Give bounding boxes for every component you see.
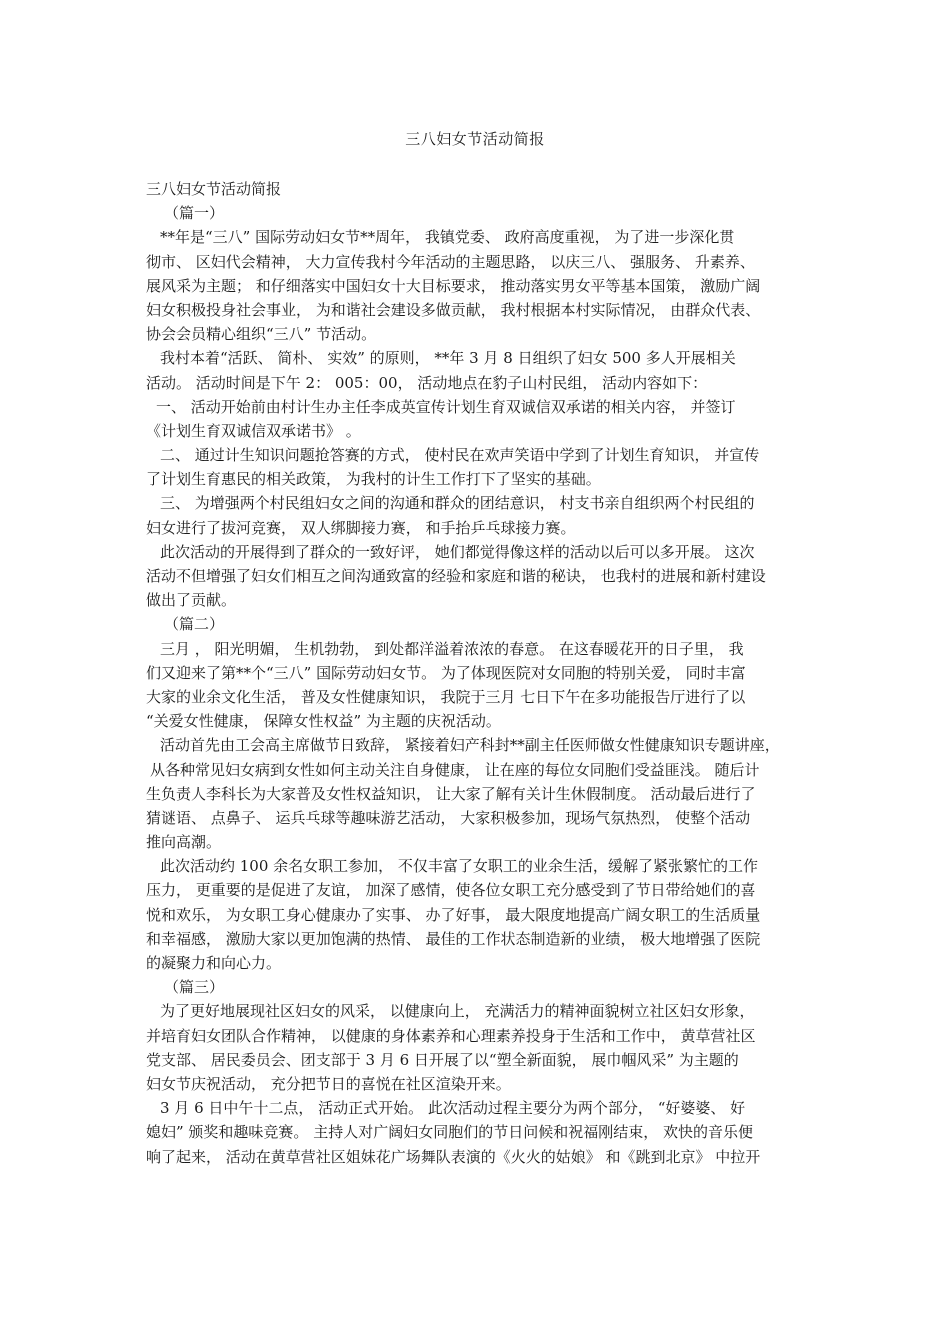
text-line: 活动不但增强了妇女们相互之间沟通致富的经验和家庭和谐的秘诀， 也我村的进展和新村建设 [146,567,766,585]
text-line: 3 月 6 日中午十二点， 活动正式开始。 此次活动过程主要分为两个部分， “好婆婆、 好 [160,1099,746,1118]
text-line: 展风采为主题； 和仔细落实中国妇女十大目标要求， 推动落实男女平等基本国策， 激励广阔 [146,276,761,295]
text-line: 从各种常见妇女病到女性如何主动关注自身健康， 让在座的每位女同胞们受益匪浅。 随后计 [150,760,760,779]
text-line: 推向高潮。 [146,833,222,852]
text-line: 活动。 活动时间是下午 2： 005：00， 活动地点在豹子山村民组， 活动内容如下： [146,373,708,392]
text-line: 和幸福感， 激励大家以更加饱满的热情、 最佳的工作状态制造新的业绩， 极大地增强了医院 [146,929,761,948]
text-line: 压力， 更重要的是促进了友谊， 加深了感情，使各位女职工充分感受到了节日带给她们的喜 [146,881,756,900]
text-line: （篇一） [164,204,225,223]
text-line: 们又迎来了第**个“三八” 国际劳动妇女节。 为了体现医院对女同胞的特别关爱， 同时丰富 [146,663,746,682]
text-line: 一、 活动开始前由村计生办主任李成英宣传计划生育双诚信双承诺的相关内容， 并签订 [156,397,736,416]
text-line: **年是“三八” 国际劳动妇女节**周年， 我镇党委、 政府高度重视， 为了进一步深化贯 [160,228,735,247]
text-line: 生负责人李科长为大家普及女性权益知识， 让大家了解有关计生休假制度。 活动最后进行了 [146,784,756,803]
text-line: 三八妇女节活动简报 [146,180,282,198]
text-line: 悦和欢乐， 为女职工身心健康办了实事、 办了好事， 最大限度地提高广阔女职工的生活质量 [146,905,761,924]
text-line: 协会会员精心组织“三八” 节活动。 [146,325,377,344]
text-line: 了计划生育惠民的相关政策， 为我村的计生工作打下了坚实的基础。 [146,470,601,489]
text-line: 的凝聚力和向心力。 [146,954,282,972]
text-line: 党支部、 居民委员会、团支部于 3 月 6 日开展了以“塑全新面貌， 展巾帼风采” 为主题的 [146,1050,739,1069]
text-line: 妇女进行了拔河竞赛， 双人绑脚接力赛， 和手抬乒乓球接力赛。 [146,518,576,537]
text-line: （篇二） [164,615,225,634]
text-line: 活动首先由工会高主席做节日致辞， 紧接着妇产科封**副主任医师做女性健康知识专题讲座， [160,736,780,755]
text-line: 做出了贡献。 [146,591,237,610]
text-line: 二、 通过计生知识问题抢答赛的方式， 使村民在欢声笑语中学到了计划生育知识， 并宣传 [160,446,760,465]
text-line: 《计划生育双诚信双承诺书》 。 [146,421,361,440]
text-line: （篇三） [164,978,225,997]
text-line: “关爱女性健康， 保障女性权益” 为主题的庆祝活动。 [146,712,501,731]
document-body [146,177,806,1169]
text-line: 为了更好地展现社区妇女的风采， 以健康向上， 充满活力的精神面貌树立社区妇女形象， [160,1002,755,1021]
document-title: 三八妇女节活动简报 [405,130,545,148]
text-line: 此次活动的开展得到了群众的一致好评， 她们都觉得像这样的活动以后可以多开展。 这次 [160,542,755,561]
text-line: 妇女节庆祝活动， 充分把节日的喜悦在社区渲染开来。 [146,1074,511,1093]
text-line: 三、 为增强两个村民组妇女之间的沟通和群众的团结意识， 村支书亲自组织两个村民组的 [160,494,755,513]
text-line: 妇女积极投身社会事业， 为和谐社会建设多做贡献， 我村根据本村实际情况， 由群众代表、 [146,300,761,319]
text-line: 此次活动约 100 余名女职工参加， 不仅丰富了女职工的业余生活，缓解了紧张繁忙的工作 [160,857,758,876]
text-line: 我村本着“活跃、 简朴、 实效” 的原则， **年 3 月 8 日组织了妇女 500 多人开展相关 [160,349,736,368]
text-line: 彻市、 区妇代会精神， 大力宣传我村今年活动的主题思路， 以庆三八、 强服务、 升素养、 [146,252,755,271]
text-line: 三月 ， 阳光明媚， 生机勃勃， 到处都洋溢着浓浓的春意。 在这春暖花开的日子里， 我 [160,639,744,658]
text-line: 媳妇” 颁奖和趣味竞赛。 主持人对广阔妇女同胞们的节日问候和祝福刚结束， 欢快的音乐便 [146,1123,753,1142]
text-line: 大家的业余文化生活， 普及女性健康知识， 我院于三月 七日下午在多功能报告厅进行了以 [146,687,746,706]
text-line: 猜谜语、 点鼻子、 运兵乓球等趣味游艺活动， 大家积极参加，现场气氛热烈， 使整个活动 [146,808,751,827]
text-line: 响了起来， 活动在黄草营社区姐妹花广场舞队表演的《火火的姑娘》 和《跳到北京》 中拉开 [146,1147,761,1166]
text-line: 并培育妇女团队合作精神， 以健康的身体素养和心理素养投身于生活和工作中， 黄草营社区 [146,1026,756,1045]
